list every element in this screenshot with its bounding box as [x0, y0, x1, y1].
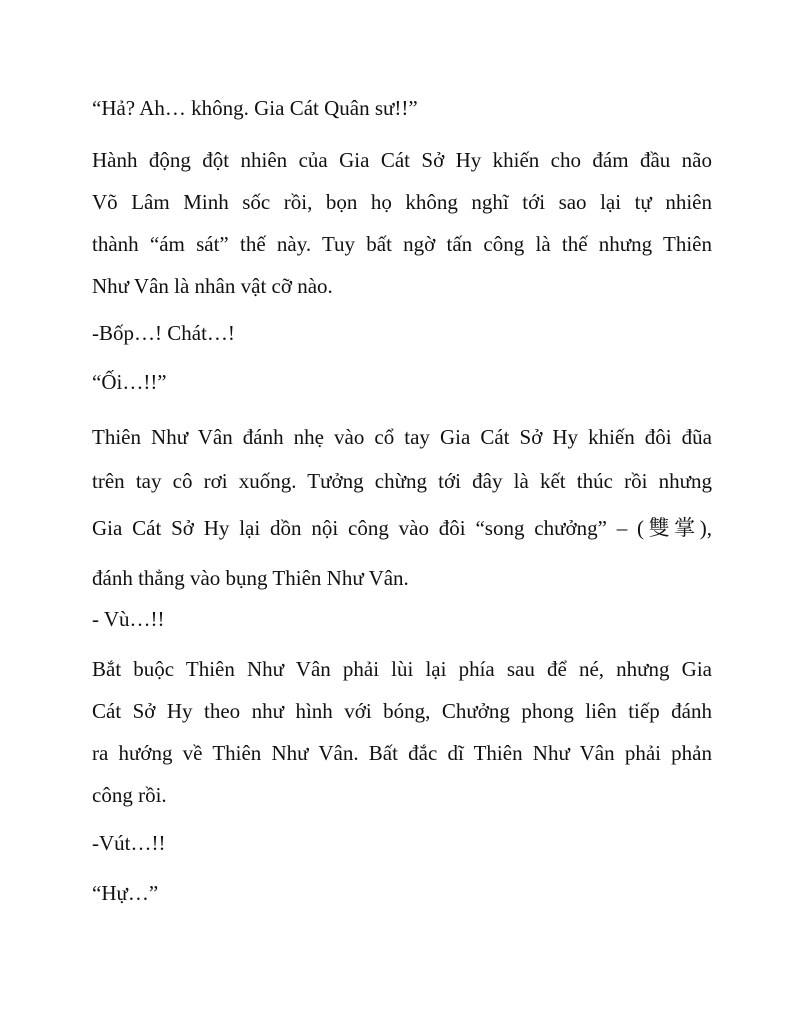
text-line: đánh thẳng vào bụng Thiên Như Vân. — [92, 566, 409, 590]
paragraph-5 — [92, 415, 712, 603]
text-line: “Hự…” — [92, 881, 159, 905]
text-line: thành “ám sát” thế này. Tuy bất ngờ tấn công là thế nhưng Thiên — [92, 232, 712, 256]
paragraph-8 — [92, 822, 712, 864]
text-line: Thiên Như Vân đánh nhẹ vào cổ tay Gia Cát Sở Hy khiến đôi đũa — [92, 425, 712, 449]
text-line: -Bốp…! Chát…! — [92, 321, 235, 345]
paragraph-6 — [92, 598, 712, 640]
text-line: - Vù…!! — [92, 607, 165, 631]
text-line: Cát Sở Hy theo như hình với bóng, Chưởng phong liên tiếp đánh — [92, 699, 712, 723]
text-line: trên tay cô rơi xuống. Tưởng chừng tới đây là kết thúc rồi nhưng — [92, 469, 712, 493]
text-line: Bắt buộc Thiên Như Vân phải lùi lại phía sau để né, nhưng Gia — [92, 657, 712, 681]
paragraph-7 — [92, 648, 712, 816]
text-line: “Hả? Ah… không. Gia Cát Quân sư!!” — [92, 96, 418, 120]
paragraph-2 — [92, 139, 712, 307]
text-line: Võ Lâm Minh sốc rồi, bọn họ không nghĩ tới sao lại tự nhiên — [92, 190, 712, 214]
text-line: ra hướng về Thiên Như Vân. Bất đắc dĩ Thiên Như Vân phải phản — [92, 741, 712, 765]
text-line: Như Vân là nhân vật cỡ nào. — [92, 274, 333, 298]
paragraph-9 — [92, 872, 712, 914]
paragraph-1 — [92, 87, 712, 129]
text-line: “Ối…!!” — [92, 370, 167, 394]
paragraph-3 — [92, 312, 712, 354]
paragraph-4 — [92, 361, 712, 403]
text-line: công rồi. — [92, 783, 167, 807]
text-line: Gia Cát Sở Hy lại dồn nội công vào đôi “song chưởng” – (雙掌), — [92, 516, 712, 540]
text-line: -Vút…!! — [92, 831, 166, 855]
text-line: Hành động đột nhiên của Gia Cát Sở Hy khiến cho đám đầu não — [92, 148, 712, 172]
